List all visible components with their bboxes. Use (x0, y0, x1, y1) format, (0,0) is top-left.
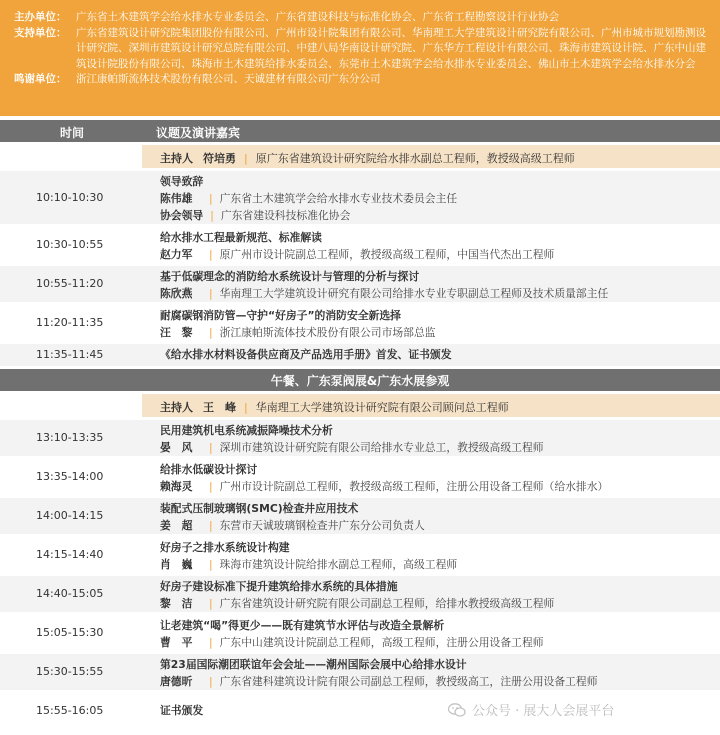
speaker-role: 华南理工大学建筑设计研究有限公司给排水专业专职副总工程师及技术质量部主任 (219, 287, 609, 300)
divider-bar: | (209, 519, 213, 532)
speaker-role: 广东中山建筑设计院副总工程师，高级工程师，注册公用设备工程师 (219, 636, 544, 649)
speaker-role: 珠海市建筑设计院给排水副总工程师，高级工程师 (219, 558, 458, 571)
speaker-role: 浙江康帕斯流体技术股份有限公司市场部总监 (219, 326, 436, 339)
session-title: 给水排水工程最新规范、标准解读 (160, 231, 322, 244)
agenda-row (0, 498, 720, 534)
organizer-text: 广东省土木建筑学会给水排水专业委员会、广东省建设科技与标准化协会、广东省工程勘察设计行业协会 (76, 11, 559, 23)
header-time: 时间 (60, 126, 85, 140)
agenda-row (0, 537, 720, 573)
speaker-line (160, 285, 712, 302)
host-info (160, 150, 575, 166)
speaker-role: 深圳市建筑设计研究院有限公司给排水专业总工，教授级高级工程师 (219, 441, 544, 454)
session-content (160, 500, 712, 534)
speaker-line (160, 478, 712, 495)
divider-bar: | (244, 152, 248, 165)
speaker-name: 黎 洁 (160, 597, 193, 610)
watermark-text: 公众号 · 展大人会展平台 (472, 704, 615, 719)
speaker-name: 汪 黎 (160, 326, 193, 339)
agenda-row (0, 576, 720, 612)
agenda-row (0, 266, 720, 302)
speaker-name: 陈伟雄 (160, 192, 193, 205)
organizer-label: 主办单位： (14, 11, 67, 23)
host-label: 主持人 (160, 401, 193, 414)
session-content (160, 346, 712, 363)
session-content (160, 656, 712, 690)
host-info (160, 399, 509, 415)
agenda-row (0, 615, 720, 651)
session-content (160, 461, 712, 495)
agenda-row (0, 459, 720, 495)
session-title: 《给水排水材料设备供应商及产品选用手册》首发、证书颁发 (160, 348, 452, 361)
speaker-role: 广东省土木建筑学会给水排水专业技术委员会主任 (219, 192, 458, 205)
agenda-row (0, 344, 720, 366)
session-title: 基于低碳理念的消防给水系统设计与管理的分析与探讨 (160, 270, 420, 283)
session-title: 让老建筑“喝”得更少——既有建筑节水评估与改造全景解析 (160, 619, 445, 632)
speaker-name: 唐德昕 (160, 675, 193, 688)
speaker-role: 原广州市设计院副总工程师，教授级高级工程师，中国当代杰出工程师 (219, 248, 555, 261)
agenda-row (0, 227, 720, 263)
speaker-line (160, 207, 712, 224)
speaker-line (160, 556, 712, 573)
session-content (160, 268, 712, 302)
session-content (160, 702, 712, 719)
supporter-line (14, 26, 712, 73)
speaker-role: 广东省建筑设计研究院有限公司副总工程师，给排水教授级高级工程师 (219, 597, 555, 610)
agenda-row (0, 654, 720, 690)
divider-bar: | (209, 636, 213, 649)
host-label: 主持人 (160, 152, 193, 165)
host-name: 王 峰 (203, 401, 236, 414)
speaker-line (160, 673, 712, 690)
speaker-name: 协会领导 (160, 209, 204, 222)
session-time: 11:35-11:45 (36, 348, 104, 361)
divider-bar: | (244, 401, 248, 414)
session-title: 民用建筑机电系统减振降噪技术分析 (160, 424, 333, 437)
table-header (0, 120, 720, 142)
session-content (160, 173, 712, 224)
divider-bar: | (209, 248, 213, 261)
session-title: 耐腐碳钢消防管—守护“好房子”的消防安全新选择 (160, 309, 401, 322)
session-title: 证书颁发 (160, 704, 204, 717)
speaker-role: 广东省建设科技标准化协会 (220, 209, 351, 222)
divider-bar: | (209, 558, 213, 571)
supporter-label: 支持单位： (14, 26, 67, 39)
speaker-name: 赖海灵 (160, 480, 193, 493)
session-time: 15:05-15:30 (36, 626, 104, 639)
host-role: 华南理工大学建筑设计研究院有限公司顾问总工程师 (255, 401, 509, 414)
session-time: 14:40-15:05 (36, 587, 104, 600)
lunch-row (0, 369, 720, 391)
host-row (0, 394, 720, 417)
session-title: 领导致辞 (160, 175, 204, 188)
session-time: 14:15-14:40 (36, 548, 104, 561)
speaker-name: 曹 平 (160, 636, 193, 649)
session-content (160, 229, 712, 263)
speaker-line (160, 324, 712, 341)
divider-bar: | (209, 287, 213, 300)
header-topic: 议题及演讲嘉宾 (156, 126, 241, 140)
session-content (160, 307, 712, 341)
host-role: 原广东省建筑设计研究院给水排水副总工程师，教授级高级工程师 (255, 152, 575, 165)
thanks-line (14, 72, 712, 88)
host-row (0, 145, 720, 168)
session-title: 好房子建设标准下提升建筑给排水系统的具体措施 (160, 580, 398, 593)
divider-bar: | (209, 192, 213, 205)
session-content (160, 422, 712, 456)
organizer-line (14, 10, 712, 26)
session-content (160, 539, 712, 573)
speaker-name: 赵力军 (160, 248, 193, 261)
session-time: 15:55-16:05 (36, 704, 104, 717)
agenda-row (0, 420, 720, 456)
divider-bar: | (210, 209, 214, 222)
thanks-text: 浙江康帕斯流体技术股份有限公司、天诚建材有限公司广东分公司 (76, 73, 381, 85)
session-time: 10:10-10:30 (36, 191, 104, 204)
supporter-text: 广东省建筑设计研究院集团股份有限公司、广州市设计院集团有限公司、华南理工大学建筑设计研究院有限公司、广州市城市规划勘测设计研究院、深圳市建筑设计研究总院有限公司、中建八局华南设计研究院、广东华方工程设计有限公司、珠海市建筑设计院、广东中山建筑设计院股份有限公司、珠海市土木建筑给排水委员会、东莞市土木建筑学会给水排水专业委员会、佛山市土木建筑学会给水排水分会 (76, 26, 706, 70)
host-name: 符培勇 (203, 152, 236, 165)
session-content (160, 617, 712, 651)
divider-bar: | (209, 441, 213, 454)
session-time: 15:30-15:55 (36, 665, 104, 678)
thanks-label: 鸣谢单位： (14, 73, 67, 85)
lunch-title: 午餐、广东泵阀展&广东水展参观 (270, 374, 450, 388)
wechat-icon (448, 703, 466, 717)
agenda-row (0, 171, 720, 224)
divider-bar: | (209, 326, 213, 339)
divider-bar: | (209, 597, 213, 610)
session-time: 14:00-14:15 (36, 509, 104, 522)
organizer-panel (0, 0, 720, 116)
session-title: 给排水低碳设计探讨 (160, 463, 258, 476)
speaker-line (160, 190, 712, 207)
session-time: 13:35-14:00 (36, 470, 104, 483)
session-time: 10:55-11:20 (36, 277, 104, 290)
session-time: 10:30-10:55 (36, 238, 104, 251)
session-title: 好房子之排水系统设计构建 (160, 541, 290, 554)
speaker-line (160, 634, 712, 651)
speaker-role: 广州市设计院副总工程师，教授级高级工程师，注册公用设备工程师（给水排水） (219, 480, 609, 493)
speaker-role: 东营市天诚玻璃钢检查井广东分公司负责人 (219, 519, 425, 532)
speaker-name: 肖 巍 (160, 558, 193, 571)
speaker-role: 广东省建科建筑设计院有限公司副总工程师，教授级高工，注册公用设备工程师 (219, 675, 598, 688)
session-time: 11:20-11:35 (36, 316, 104, 329)
speaker-name: 晏 风 (160, 441, 193, 454)
speaker-line (160, 595, 712, 612)
agenda-row (0, 305, 720, 341)
speaker-line (160, 439, 712, 456)
session-title: 第23届国际潮团联谊年会会址——潮州国际会展中心给排水设计 (160, 658, 467, 671)
speaker-line (160, 517, 712, 534)
divider-bar: | (209, 675, 213, 688)
session-content (160, 578, 712, 612)
watermark (448, 700, 614, 719)
session-title: 装配式压制玻璃钢(SMC)检查井应用技术 (160, 502, 359, 515)
divider-bar: | (209, 480, 213, 493)
speaker-name: 陈欣燕 (160, 287, 193, 300)
speaker-line (160, 246, 712, 263)
speaker-name: 姜 超 (160, 519, 193, 532)
session-time: 13:10-13:35 (36, 431, 104, 444)
